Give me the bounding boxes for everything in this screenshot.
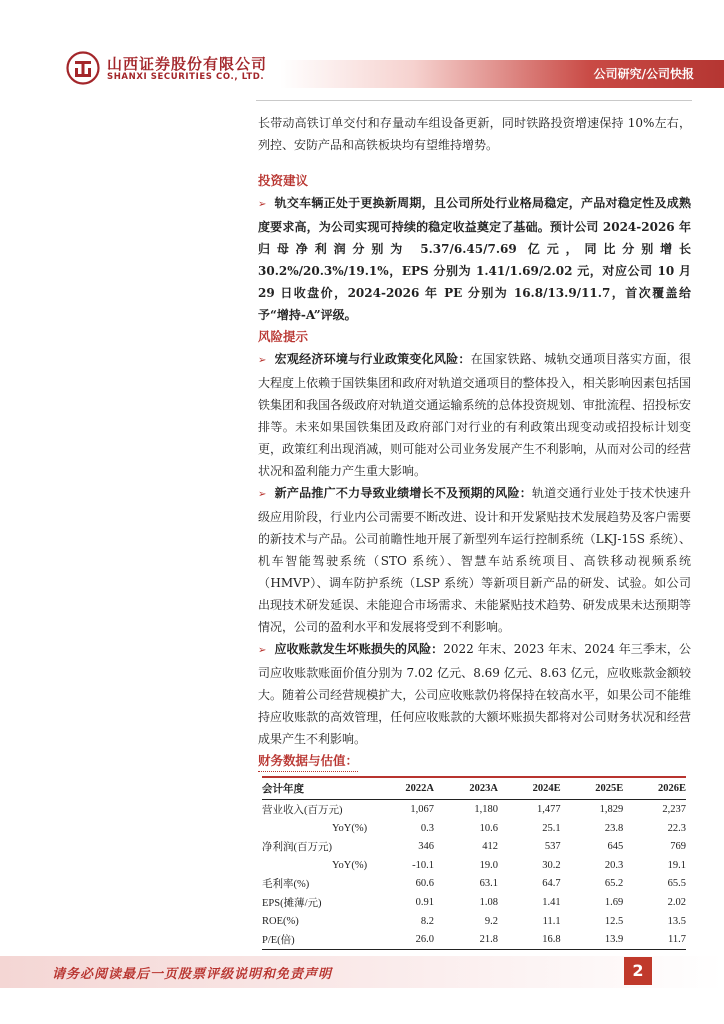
company-name-en: SHANXI SECURITIES CO., LTD. <box>107 72 265 82</box>
main-content <box>258 112 691 950</box>
table-cell: 9.2 <box>484 915 498 927</box>
risk-heading: 宏观经济环境与行业政策变化风险： <box>274 352 471 366</box>
table-cell: 30.2 <box>542 859 561 871</box>
row-label: YoY(%) <box>332 822 368 834</box>
column-header: 2024E <box>498 777 561 800</box>
table-cell: 0.91 <box>415 897 434 908</box>
table-cell: 1.08 <box>479 897 498 908</box>
row-label: P/E(倍) <box>262 930 370 950</box>
table-cell: 11.7 <box>623 930 686 950</box>
investment-section-title: 投资建议 <box>258 173 309 188</box>
investment-text: 轨交车辆正处于更换新周期，且公司所处行业格局稳定，产品对稳定性及成熟度要求高，为公司实现可持续的稳定收益奠定了基础。预计公司 2024-2026 年归母净利润分别为 5.37/6.45/7.69 亿元，同比分别增长 30.2%/20.3%/19.1%，EPS 分别为 1.41/1.69/2.02 元，对应公司 10 月 29 日收盘价，2024-2026 年 PE 分别为 16.8/13.9/11.7，首次覆盖给予“增持-A”评级。 <box>258 196 691 322</box>
table-cell: 1,067 <box>410 804 434 815</box>
risk-text: 轨道交通行业处于技术快速升级应用阶段，行业内公司需要不断改进、设计和开发紧贴技术发展趋势及客户需要的新技术与产品。公司前瞻性地开展了新型列车运行控制系统（LKJ-15S 系统）、机车智能驾驶系统（STO 系统）、智慧车站系统项目、高铁移动视频系统（HMVP）、调车防护系统（LSP 系统）等新项目新产品的研发、试验。如公司出现技术研发延误、未能迎合市场需求、未能紧贴技术趋势、研发成果未达预期等情况，公司的盈利水平和发展将受到不利影响。 <box>258 486 691 634</box>
table-cell: 25.1 <box>542 822 561 834</box>
table-row <box>262 819 686 837</box>
risk-section-title: 风险提示 <box>258 329 309 344</box>
report-type-label: 公司研究/公司快报 <box>593 67 694 81</box>
table-cell: 537 <box>544 841 561 852</box>
risk-item-3 <box>258 638 691 750</box>
table-cell: 0.3 <box>420 822 434 834</box>
table-row <box>262 912 686 930</box>
table-cell: 20.3 <box>604 859 624 871</box>
table-cell: -10.1 <box>412 859 434 871</box>
risk-heading: 新产品推广不力导致业绩增长不及预期的风险： <box>274 486 532 500</box>
table-cell: 346 <box>418 841 434 852</box>
table-row <box>262 856 686 874</box>
table-cell: 1,477 <box>536 804 561 815</box>
table-row <box>262 800 686 820</box>
row-label: ROE(%) <box>262 915 299 927</box>
column-header: 2023A <box>434 777 498 800</box>
table-row <box>262 893 686 912</box>
row-label: 净利润(百万元) <box>262 842 332 853</box>
table-cell: 1.69 <box>604 897 624 908</box>
risk-heading: 应收账款发生坏账损失的风险： <box>274 642 444 656</box>
financial-table <box>262 776 686 950</box>
financial-section-title: 财务数据与估值： <box>258 751 358 772</box>
table-cell: 2.02 <box>667 897 686 908</box>
table-cell: 13.5 <box>667 915 686 927</box>
table-cell: 412 <box>482 841 498 852</box>
page-number: 2 <box>624 957 652 985</box>
page-header <box>0 0 724 100</box>
table-cell: 60.6 <box>415 878 434 889</box>
risk-text: 2022 年末、2023 年末、2024 年三季末，公司应收账款账面价值分别为 7.02 亿元、8.69 亿元、8.63 亿元，应收账款金额较大。随着公司经营规模扩大，公司应收账款仍将保持在较高水平，如果公司不能维持应收账款的高效管理，任何应收账款的大额坏账损失都将对公司财务状况和经营成果产生不利影响。 <box>258 642 691 746</box>
table-cell: 22.3 <box>667 822 686 834</box>
column-header: 2022A <box>370 777 434 800</box>
bullet-arrow-icon: ➢ <box>258 489 267 500</box>
column-header: 2025E <box>561 777 624 800</box>
table-cell: 1,829 <box>599 804 624 815</box>
table-row <box>262 837 686 856</box>
company-name-cn: 山西证券股份有限公司 <box>107 55 268 73</box>
table-cell: 12.5 <box>604 915 624 927</box>
row-label: 毛利率(%) <box>262 879 310 890</box>
table-cell: 1.41 <box>542 897 561 908</box>
header-divider <box>256 100 692 101</box>
risk-item-2 <box>258 482 691 638</box>
column-header: 2026E <box>623 777 686 800</box>
intro-paragraph: 长带动高铁订单交付和存量动车组设备更新，同时铁路投资增速保持 10%左右，列控、安防产品和高铁板块均有望维持增势。 <box>258 116 691 152</box>
footer-disclaimer: 请务必阅读最后一页股票评级说明和免责声明 <box>52 967 333 982</box>
risk-text: 在国家铁路、城轨交通项目落实方面，很大程度上依赖于国铁集团和政府对轨道交通项目的整体投入，相关影响因素包括国铁集团和我国各级政府对轨道交通运输系统的总体投资规划、审批流程、招投标安排等。未来如果国铁集团及政府部门对行业的有利政策出现变动或招投标计划变更，政策红利出现消减，则可能对公司业务发展产生不利影响，从而对公司的经营状况和盈利能力产生重大影响。 <box>258 352 691 478</box>
table-cell: 11.1 <box>542 915 561 927</box>
bullet-arrow-icon: ➢ <box>258 355 267 366</box>
table-cell: 2,237 <box>662 804 686 815</box>
risk-item-1 <box>258 348 691 482</box>
table-cell: 26.0 <box>370 930 434 950</box>
bullet-arrow-icon: ➢ <box>258 199 267 210</box>
table-cell: 16.8 <box>498 930 561 950</box>
table-cell: 645 <box>607 841 624 852</box>
table-cell: 13.9 <box>561 930 624 950</box>
investment-paragraph <box>258 192 691 326</box>
table-header-row <box>262 777 686 800</box>
table-cell: 19.0 <box>479 859 498 871</box>
column-header: 会计年度 <box>262 777 370 800</box>
table-cell: 65.2 <box>604 878 624 889</box>
table-cell: 10.6 <box>479 822 498 834</box>
table-cell: 19.1 <box>667 859 686 871</box>
table-cell: 23.8 <box>604 822 624 834</box>
company-logo-icon <box>66 51 100 85</box>
table-row <box>262 930 686 950</box>
row-label: 营业收入(百万元) <box>262 805 343 816</box>
table-cell: 769 <box>670 841 686 852</box>
table-cell: 64.7 <box>542 878 561 889</box>
table-cell: 1,180 <box>474 804 498 815</box>
table-row <box>262 874 686 893</box>
row-label: EPS(摊薄/元) <box>262 898 322 909</box>
row-label: YoY(%) <box>332 859 368 871</box>
table-cell: 21.8 <box>434 930 498 950</box>
bullet-arrow-icon: ➢ <box>258 645 267 656</box>
table-cell: 63.1 <box>479 878 498 889</box>
table-cell: 8.2 <box>420 915 434 927</box>
table-cell: 65.5 <box>667 878 686 889</box>
